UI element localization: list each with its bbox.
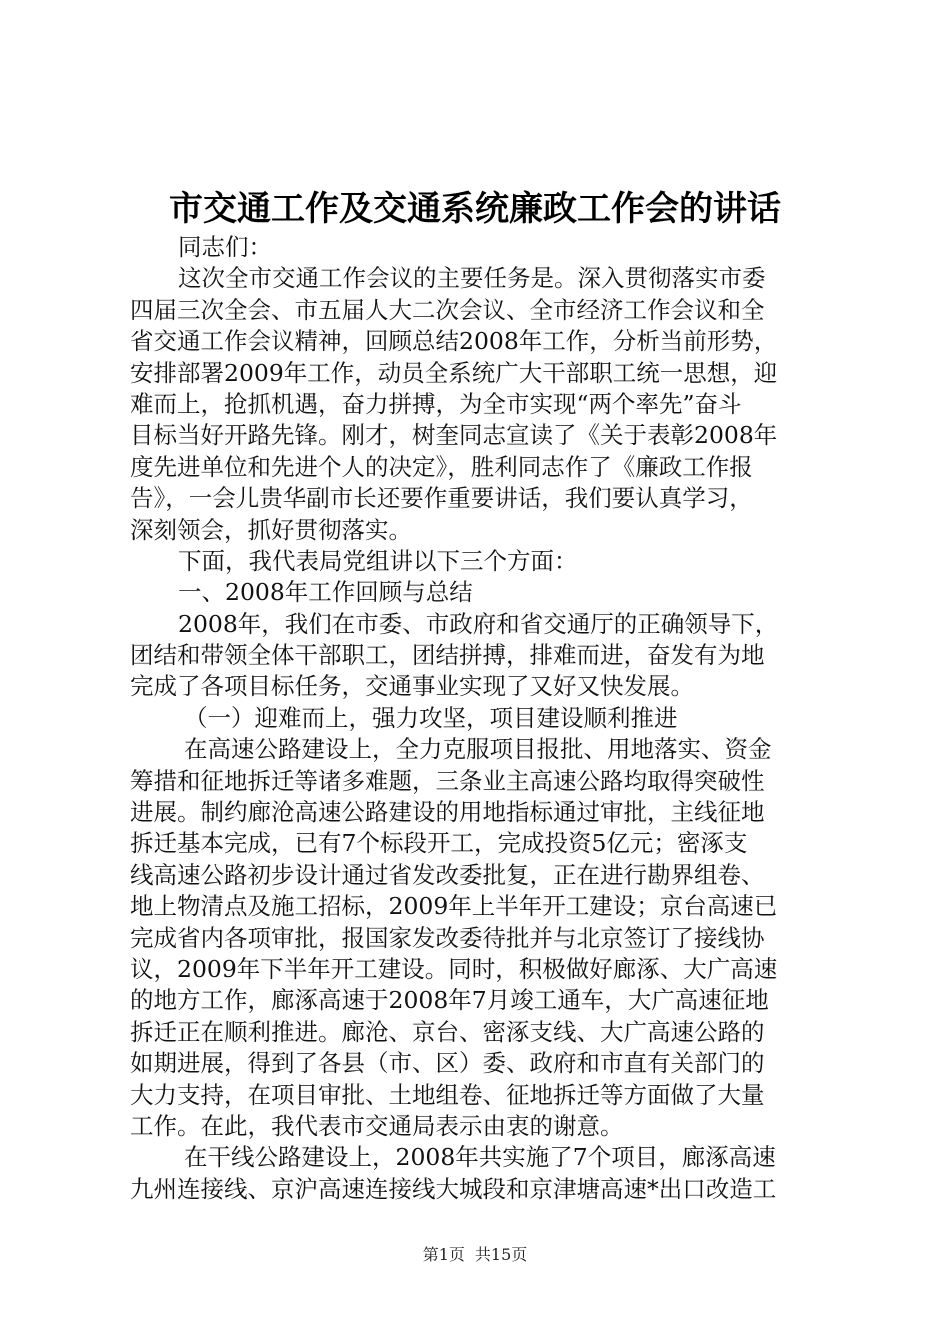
body-line: 筹措和征地拆迁等诸多难题，三条业主高速公路均取得突破性 <box>130 766 765 795</box>
body-line: （一）迎难而上，强力攻坚，项目建设顺利推进 <box>184 703 678 732</box>
body-line: 团结和带领全体干部职工，团结拼搏，排难而进，奋发有为地 <box>130 641 765 670</box>
body-line: 一、2008年工作回顾与总结 <box>178 578 473 607</box>
page-total: 共15页 <box>474 1245 528 1264</box>
body-line: 的地方工作，廊涿高速于2008年7月竣工通车，大广高速征地 <box>130 986 769 1015</box>
body-line: 线高速公路初步设计通过省发改委批复，正在进行勘界组卷、 <box>130 860 765 889</box>
body-line: 工作。在此，我代表市交通局表示由衷的谢意。 <box>130 1111 624 1140</box>
page-number: 第1页 <box>422 1245 465 1264</box>
body-line: 议，2009年下半年开工建设。同时，积极做好廊涿、大广高速 <box>130 954 778 983</box>
body-line: 这次全市交通工作会议的主要任务是。深入贯彻落实市委 <box>178 264 766 293</box>
body-line: 下面，我代表局党组讲以下三个方面： <box>178 546 578 575</box>
body-line: 在高速公路建设上，全力克服项目报批、用地落实、资金 <box>184 735 772 764</box>
body-line: 大力支持，在项目审批、土地组卷、征地拆迁等方面做了大量 <box>130 1080 765 1109</box>
body-line: 安排部署2009年工作，动员全系统广大干部职工统一思想，迎 <box>130 358 778 387</box>
page-footer <box>0 1244 950 1266</box>
body-line: 完成省内各项审批，报国家发改委待批并与北京签订了接线协 <box>130 923 765 952</box>
body-line: 深刻领会，抓好贯彻落实。 <box>130 515 412 544</box>
body-line: 进展。制约廊沧高速公路建设的用地指标通过审批，主线征地 <box>130 798 765 827</box>
body-line: 四届三次全会、市五届人大二次会议、全市经济工作会议和全 <box>130 295 765 324</box>
body-line: 度先进单位和先进个人的决定》，胜利同志作了《廉政工作报 <box>130 452 753 481</box>
document-title: 市交通工作及交通系统廉政工作会的讲话 <box>169 189 781 229</box>
body-line: 难而上，抢抓机遇，奋力拼搏，为全市实现“两个率先”奋斗 <box>130 389 742 418</box>
body-line: 拆迁基本完成，已有7个标段开工，完成投资5亿元；密涿支 <box>130 829 748 858</box>
body-line: 告》，一会儿贵华副市长还要作重要讲话，我们要认真学习， <box>130 484 753 513</box>
body-line: 九州连接线、京沪高速连接线大城段和京津塘高速*出口改造工 <box>130 1174 777 1203</box>
body-line: 省交通工作会议精神，回顾总结2008年工作，分析当前形势， <box>130 327 778 356</box>
body-line: 2008年，我们在市委、市政府和省交通厅的正确领导下， <box>178 609 779 638</box>
body-line: 在干线公路建设上，2008年共实施了7个项目，廊涿高速 <box>184 1143 776 1172</box>
body-line: 如期进展，得到了各县（市、区）委、政府和市直有关部门的 <box>130 1049 765 1078</box>
body-line: 完成了各项目标任务，交通事业实现了又好又快发展。 <box>130 672 694 701</box>
body-line: 目标当好开路先锋。刚才，树奎同志宣读了《关于表彰2008年 <box>130 421 778 450</box>
body-line: 地上物清点及施工招标，2009年上半年开工建设；京台高速已 <box>130 892 778 921</box>
body-line: 同志们： <box>178 233 272 261</box>
document-body <box>130 232 830 1205</box>
body-line: 拆迁正在顺利推进。廊沧、京台、密涿支线、大广高速公路的 <box>130 1017 765 1046</box>
